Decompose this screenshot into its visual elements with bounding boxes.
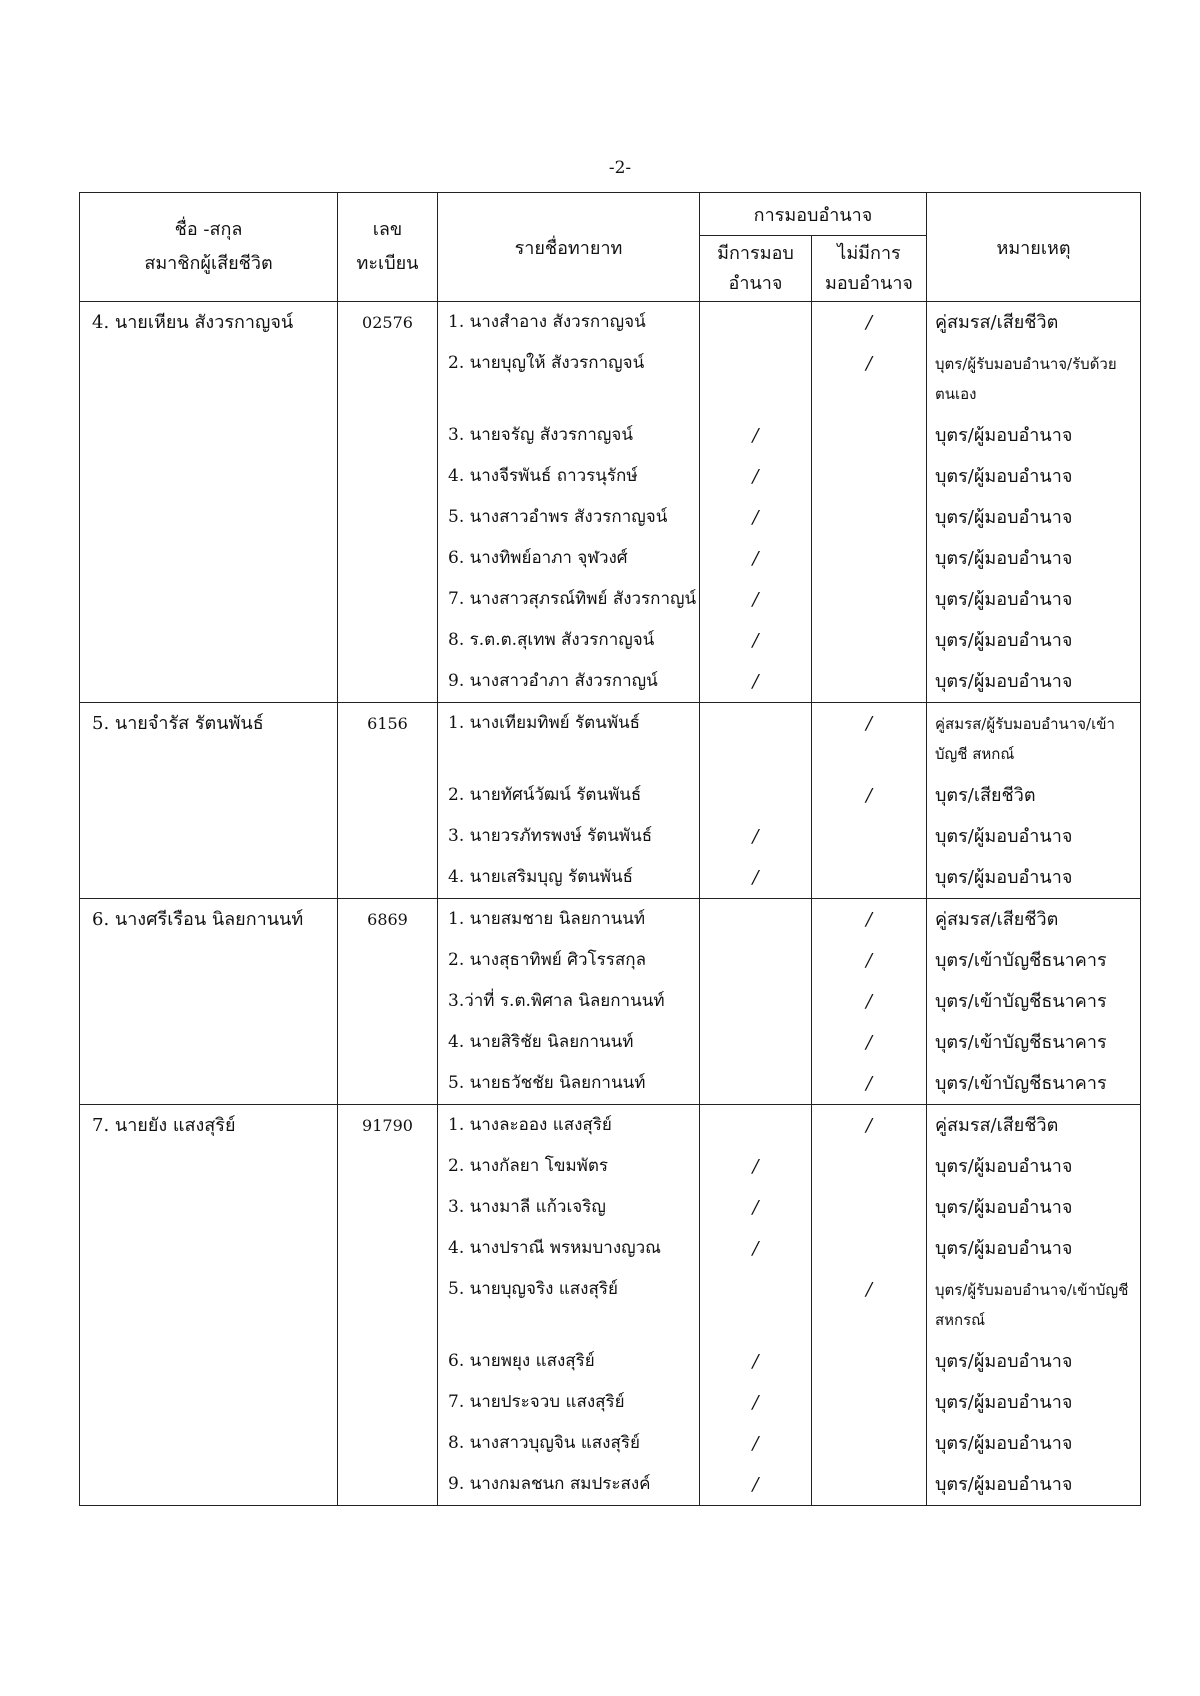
header-reg-line-1: เลข [372,219,403,240]
delegated-mark: / [752,630,759,651]
heir-name: 3. นางมาลี แก้วเจริญ [448,1197,606,1217]
not-delegated-mark [812,816,926,857]
delegated-mark: / [752,867,759,888]
delegated-mark: / [752,425,759,446]
heir-remark: บุตร/ผู้รับมอบอำนาจ/เข้าบัญชีสหกรณ์ [935,1281,1129,1329]
heir-remark: บุตร/ผู้มอบอำนาจ [935,1351,1073,1372]
header-not-delegated-line-2: มอบอำนาจ [825,272,913,294]
heir-remark: บุตร/ผู้มอบอำนาจ [935,826,1073,847]
header-not-delegated-line-1: ไม่มีการ [837,242,901,264]
delegated-mark [700,899,811,940]
heir-list-cell [438,703,700,899]
delegated-mark [700,1269,811,1341]
reg-no-cell [338,899,438,1105]
not-delegated-cell [812,899,927,1105]
heir-name: 6. นายพยุง แสงสุริย์ [448,1351,595,1371]
not-delegated-mark: / [865,1279,873,1300]
delegated-mark [700,302,811,343]
heir-name: 5. นายธวัชชัย นิลยกานนท์ [448,1073,646,1093]
not-delegated-mark [812,1464,926,1505]
delegated-mark: / [752,671,759,692]
remark-cell [927,302,1141,703]
delegated-mark: / [752,507,759,528]
reg-no-cell [338,703,438,899]
delegated-mark [700,703,811,775]
heir-remark: บุตร/ผู้มอบอำนาจ [935,425,1073,446]
heir-remark: คู่สมรส/เสียชีวิต [935,1115,1059,1136]
not-delegated-mark [812,415,926,456]
not-delegated-mark [812,1187,926,1228]
heir-list-cell [438,302,700,703]
header-delegated [700,236,812,302]
heir-name: 1. นายสมชาย นิลยกานนท์ [448,909,646,929]
not-delegated-mark: / [865,991,873,1012]
heir-list-cell [438,1105,700,1506]
heir-remark: บุตร/เข้าบัญชีธนาคาร [935,1073,1107,1094]
member-row [80,302,1141,703]
not-delegated-mark [812,579,926,620]
heir-remark: คู่สมรส/เสียชีวิต [935,312,1059,333]
heir-remark: บุตร/ผู้รับมอบอำนาจ/รับด้วยตนเอง [935,355,1117,403]
not-delegated-mark: / [865,713,873,734]
heir-name: 1. นางละออง แสงสุริย์ [448,1115,612,1135]
member-name: 6. นางศรีเรือน นิลยกานนท์ [92,909,304,930]
not-delegated-mark [812,1341,926,1382]
not-delegated-mark: / [865,312,873,333]
header-member [80,193,338,302]
heir-name: 9. นางกมลชนก สมประสงค์ [448,1474,651,1494]
not-delegated-mark: / [865,909,873,930]
delegated-mark: / [752,1474,759,1495]
heir-name: 4. นายสิริชัย นิลยกานนท์ [448,1032,634,1052]
header-not-delegated [812,236,927,302]
heir-name: 7. นางสาวสุภรณ์ทิพย์ สังวรกาญน์ [448,589,697,609]
delegated-mark: / [752,589,759,610]
reg-no: 02576 [362,313,413,332]
heir-name: 5. นายบุญจริง แสงสุริย์ [448,1279,618,1299]
not-delegated-mark [812,497,926,538]
heir-name: 4. นางปราณี พรหมบางญวณ [448,1238,661,1258]
heir-remark: บุตร/ผู้มอบอำนาจ [935,548,1073,569]
heir-remark: บุตร/ผู้มอบอำนาจ [935,1238,1073,1259]
table-body [80,302,1141,1506]
heir-remark: บุตร/เข้าบัญชีธนาคาร [935,991,1107,1012]
not-delegated-mark: / [865,950,873,971]
delegated-mark [700,1022,811,1063]
not-delegated-cell [812,1105,927,1506]
not-delegated-mark [812,661,926,702]
heir-name: 6. นางทิพย์อาภา จุฬวงศ์ [448,548,628,568]
heir-name: 4. นางจีรพันธ์ ถาวรนุรักษ์ [448,466,638,486]
member-name: 5. นายจำรัส รัตนพันธ์ [92,713,264,734]
heir-delegation-table [79,192,1141,1506]
delegated-mark [700,775,811,816]
delegated-mark: / [752,1433,759,1454]
heir-name: 4. นายเสริมบุญ รัตนพันธ์ [448,867,633,887]
header-delegated-line-1: มีการมอบ [717,242,794,264]
delegated-cell [700,703,812,899]
delegated-mark: / [752,548,759,569]
delegated-mark [700,940,811,981]
member-name: 4. นายเหียน สังวรกาญจน์ [92,312,294,333]
heir-remark: บุตร/ผู้มอบอำนาจ [935,466,1073,487]
remark-cell [927,899,1141,1105]
heir-remark: บุตร/ผู้มอบอำนาจ [935,1433,1073,1454]
header-reg-line-2: ทะเบียน [356,253,419,274]
reg-no-cell [338,1105,438,1506]
heir-remark: บุตร/ผู้มอบอำนาจ [935,507,1073,528]
member-row [80,1105,1141,1506]
delegated-cell [700,1105,812,1506]
member-name-cell [80,302,338,703]
heir-name: 1. นางเทียมทิพย์ รัตนพันธ์ [448,713,641,733]
heir-name: 2. นางกัลยา โขมพัตร [448,1156,609,1176]
not-delegated-mark: / [865,1115,873,1136]
heir-remark: คู่สมรส/ผู้รับมอบอำนาจ/เข้าบัญชี สหกณ์ [935,715,1115,763]
header-remarks: หมายเหตุ [927,193,1141,302]
member-name-cell [80,703,338,899]
heir-remark: บุตร/ผู้มอบอำนาจ [935,867,1073,888]
heir-remark: บุตร/ผู้มอบอำนาจ [935,1156,1073,1177]
heir-name: 9. นางสาวอำภา สังวรกาญน์ [448,671,658,691]
not-delegated-cell [812,302,927,703]
remark-cell [927,1105,1141,1506]
table-header [80,193,1141,302]
heir-name: 2. นางสุธาทิพย์ ศิวโรรสกุล [448,950,646,970]
not-delegated-mark: / [865,1032,873,1053]
delegated-cell [700,302,812,703]
not-delegated-mark [812,1423,926,1464]
member-row [80,703,1141,899]
reg-no: 6869 [367,910,408,929]
reg-no-cell [338,302,438,703]
delegated-mark [700,981,811,1022]
heir-name: 8. ร.ต.ต.สุเทพ สังวรกาญจน์ [448,630,655,650]
delegated-mark: / [752,1351,759,1372]
heir-remark: บุตร/ผู้มอบอำนาจ [935,1392,1073,1413]
not-delegated-mark: / [865,785,873,806]
heir-name: 3. นายวรภัทรพงษ์ รัตนพันธ์ [448,826,653,846]
delegated-mark: / [752,466,759,487]
delegated-cell [700,899,812,1105]
reg-no: 6156 [367,714,408,733]
not-delegated-mark [812,1228,926,1269]
heir-name: 5. นางสาวอำพร สังวรกาญจน์ [448,507,668,527]
not-delegated-mark [812,456,926,497]
heir-name: 8. นางสาวบุญจิน แสงสุริย์ [448,1433,640,1453]
heir-remark: บุตร/เสียชีวิต [935,785,1036,806]
heir-list-cell [438,899,700,1105]
heir-remark: บุตร/เข้าบัญชีธนาคาร [935,950,1107,971]
heir-name: 1. นางสำอาง สังวรกาญจน์ [448,312,646,332]
page-number: -2- [608,158,632,178]
heir-remark: บุตร/ผู้มอบอำนาจ [935,1197,1073,1218]
member-name-cell [80,1105,338,1506]
not-delegated-mark [812,1382,926,1423]
not-delegated-cell [812,703,927,899]
heir-name: 2. นายทัศน์วัฒน์ รัตนพันธ์ [448,785,642,805]
heir-name: 3. นายจรัญ สังวรกาญจน์ [448,425,633,445]
heir-name: 7. นายประจวบ แสงสุริย์ [448,1392,625,1412]
not-delegated-mark [812,857,926,898]
remark-cell [927,703,1141,899]
delegated-mark: / [752,1392,759,1413]
heir-name: 3.ว่าที่ ร.ต.พิศาล นิลยกานนท์ [448,991,665,1011]
delegated-mark [700,1063,811,1104]
not-delegated-mark: / [865,1073,873,1094]
heir-remark: บุตร/เข้าบัญชีธนาคาร [935,1032,1107,1053]
header-reg-no [338,193,438,302]
not-delegated-mark: / [865,353,873,374]
header-member-line-1: ชื่อ -สกุล [174,219,243,240]
heir-remark: คู่สมรส/เสียชีวิต [935,909,1059,930]
delegated-mark [700,1105,811,1146]
reg-no: 91790 [362,1116,413,1135]
not-delegated-mark [812,1146,926,1187]
heir-remark: บุตร/ผู้มอบอำนาจ [935,671,1073,692]
heir-remark: บุตร/ผู้มอบอำนาจ [935,1474,1073,1495]
delegated-mark [700,343,811,415]
heir-remark: บุตร/ผู้มอบอำนาจ [935,630,1073,651]
heir-remark: บุตร/ผู้มอบอำนาจ [935,589,1073,610]
header-heirs: รายชื่อทายาท [438,193,700,302]
not-delegated-mark [812,538,926,579]
header-delegated-line-2: อำนาจ [728,272,783,294]
header-delegation: การมอบอำนาจ [700,193,927,236]
member-name-cell [80,899,338,1105]
delegated-mark: / [752,826,759,847]
member-row [80,899,1141,1105]
delegated-mark: / [752,1156,759,1177]
delegated-mark: / [752,1197,759,1218]
delegated-mark: / [752,1238,759,1259]
not-delegated-mark [812,620,926,661]
member-name: 7. นายยัง แสงสุริย์ [92,1115,236,1136]
header-member-line-2: สมาชิกผู้เสียชีวิต [144,253,273,274]
heir-name: 2. นายบุญให้ สังวรกาญจน์ [448,353,645,373]
